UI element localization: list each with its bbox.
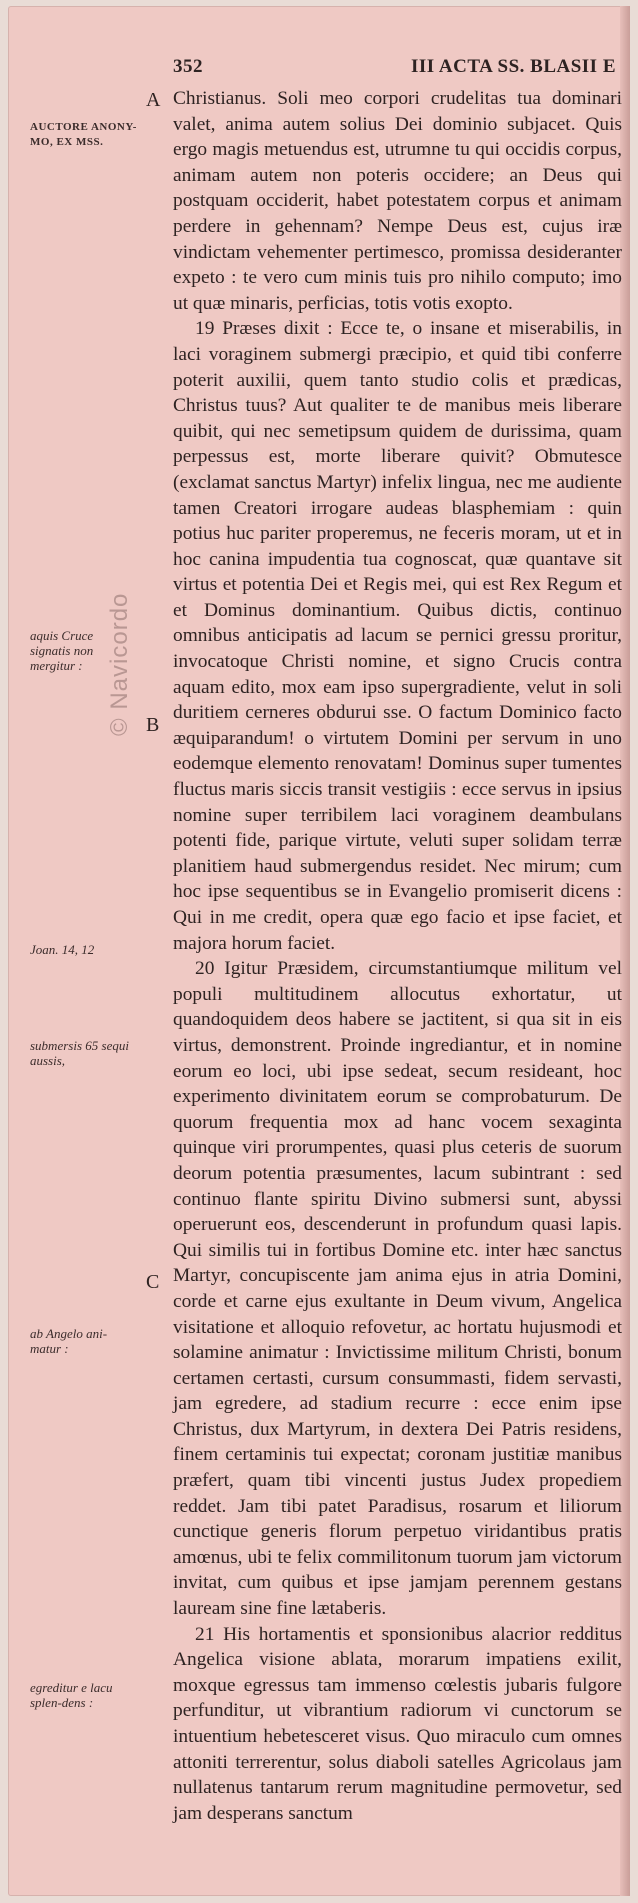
section-letter-b: B [146, 714, 160, 736]
section-letter-a: A [146, 89, 161, 111]
section-letter-c: C [146, 1271, 160, 1293]
paragraph-20: 20 Igitur Præsidem, circumstantiumque militum vel populi multitudinem allocutus exhortatur, ut quandoquidem deos habere se jactitent, si qua sit in eis virtus, demonstrent. Proinde ingrediantur, et in nomine eorum eo loci, ubi ipse sedeat, secum resideant, hoc experimento divinitatem eorum se comprobaturum. De quorum frequentia mox ad hanc vocem sexaginta quinque viri prorumpentes, quasi plus ceteris de suorum deorum potentia præsumentes, lacum subintrant : sed continuo flante spiritu Divino submersi sunt, abyssi operuerunt eos, descenderunt in profundum quasi lapis. Qui similis tui in fortibus Domine etc. inter hæc sanctus Martyr, concupiscente jam anima ejus in atria Domini, corde et carne ejus exultante in Deum vivum, Angelica visitatione et alloquio refovetur, ac hortatu hujusmodi et solamine animatur : Invictissime militum Christi, bonum certamen certasti, cursum consummasti, fidem servasti, jam egredere, ad stadium recurre : ecce enim ipse Christus, dux Martyrum, in dextera Dei Patris residens, finem certaminis tui expectat; coronam justitiæ manibus præfert, quam tibi vincenti justus Judex propediem reddet. Jam tibi patet Paradisus, rosarum et liliorum cunctique generis florum perpetuo viridantibus pratis amœnus, ubi te felix commilitonum tuorum jam victorum invitat, cum quibus et ipse jamjam perennem gestans lauream sine fine lætaberis. [173, 958, 622, 1620]
paragraph-continuation: Christianus. Soli meo corpori crudelitas tua dominari valet, anima autem solius Dei dominio subjacet. Quis ergo magis metuendus est, utrumne tu qui occidis corpus, animam autem non poteris occidere; an Deus qui postquam occiderit, habet potestatem corpus et animam perdere in gehennam? Nempe Deus est, cujus iræ vindictam vehementer pertimesco, promissa desideranter expeto : te vero cum minis tuis pro nihilo computo; imo ut quæ minaris, perficias, totis votis exopto. [173, 88, 622, 314]
paragraph-21: 21 His hortamentis et sponsionibus alacrior redditus Angelica visione ablata, morarum impatiens exilit, moxque egressus tam immenso cœlestis jubaris fulgore perfunditur, ut vibrantium radiorum vi cunctorum se intuentium hebetesceret visus. Quo miraculo cum omnes attoniti terrerentur, solus diaboli satelles Agricolaus jam nullatenus tantarum rerum magnitudine permovetur, sed jam desperans sanctum [173, 1623, 622, 1824]
main-text [173, 86, 622, 1826]
margin-note-joan: Joan. 14, 12 [30, 942, 95, 957]
margin-note-auctore: AUCTORE ANONY-MO, EX MSS. [30, 121, 137, 148]
page-header [163, 56, 616, 80]
running-title: III ACTA SS. BLASII E [411, 56, 616, 77]
page-number: 352 [173, 56, 203, 77]
watermark: © Navicordo [106, 592, 133, 736]
margin-note-egreditur: egreditur e lacu splen-dens : [30, 1680, 113, 1710]
margin-note-angelo: ab Angelo ani-matur : [30, 1326, 108, 1356]
book-page [8, 6, 630, 1896]
margin-note-aquis: aquis Cruce signatis non mergitur : [30, 628, 94, 673]
margin-note-submersis: submersis 65 sequi aussis, [30, 1038, 129, 1068]
paragraph-19: 19 Præses dixit : Ecce te, o insane et miserabilis, in laci voraginem submergi præcipio, et quid tibi conferre poterit auxilii, quem tanto studio colis et prædicas, Christus tuus? Aut qualiter te de manibus meis liberare quibit, qui nec semetipsum quidem de durissima, quam perpessus est, morte liberare quivit? Obmutesce (exclamat sanctus Martyr) infelix lingua, nec me audiente tamen Creatori irrogare audeas blasphemiam : quin potius huc pariter properemus, ne feceris moram, ut et in hoc canina impudentia tua cognoscat, quæ quantave sit virtus et potentia Dei et Regis mei, qui est Rex Regum et et Dominus dominantium. Quibus dictis, continuo omnibus anticipatis ad lacum se pernici gressu proritur, invocatoque Christi nomine, et signo Crucis contra aquam edito, mox eam ipso supergradiente, velut in soli duritiem cerneres obdurui sse. O factum Dominico facto æquiparandum! o virtutem Domini per servum in uno eodemque elemento renovatam! Dominus super tumentes fluctus maris siccis transit vestigiis : ecce servus in ipsius nomine super terribilem laci voraginem deambulans potenti fide, parique virtute, veluti super solidam terræ planitiem haud submergendus residet. Nec mirum; cum hoc ipse sequentibus se in Evangelio promiserit dicens : Qui in me credit, opera quæ ego facio et ipse faciet, et majora horum faciet. [173, 318, 622, 954]
